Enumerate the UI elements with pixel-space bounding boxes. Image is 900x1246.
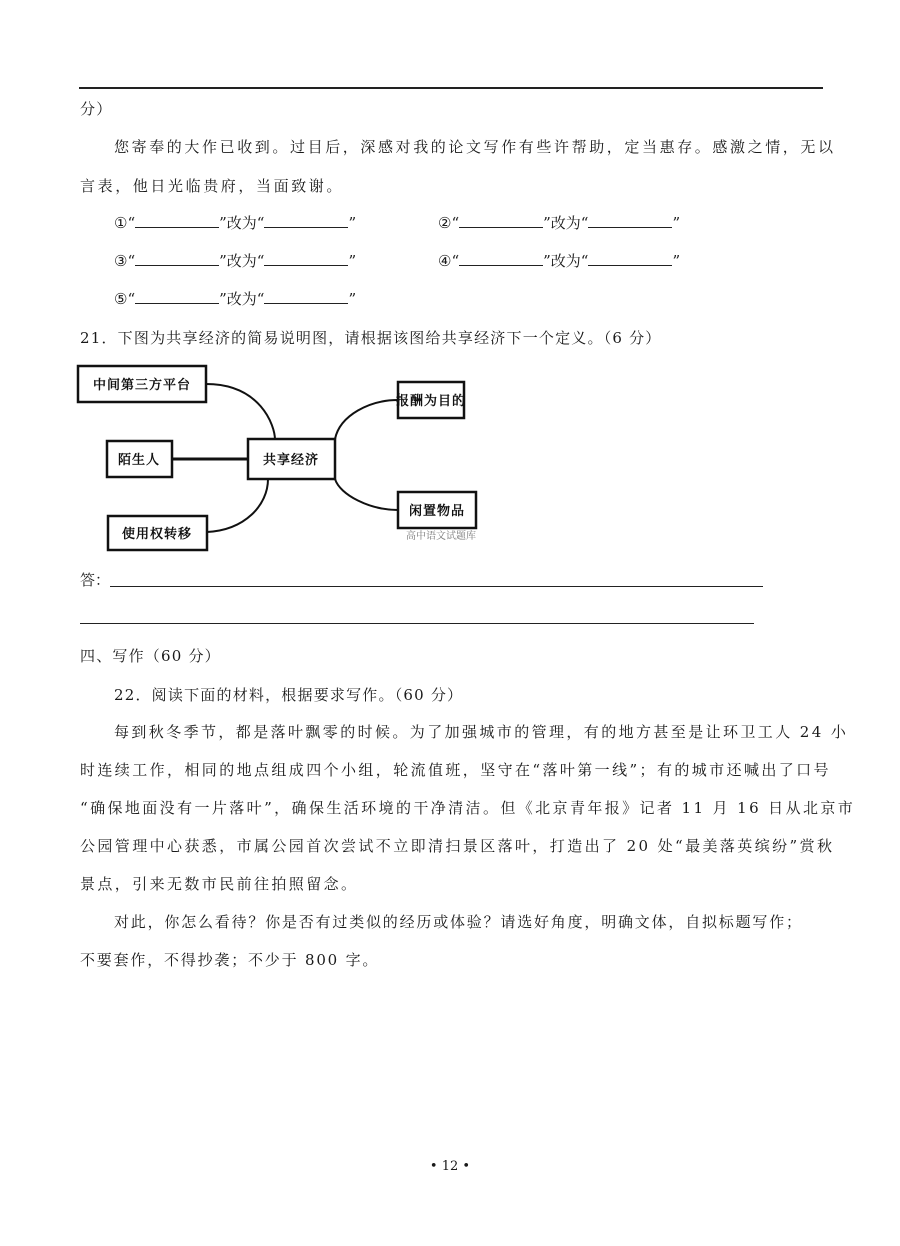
answer-line-1[interactable] bbox=[110, 586, 763, 587]
material-line-4: 公园管理中心获悉，市属公园首次尝试不立即清扫景区落叶，打造出了 20 处“最美落英缤纷”赏秋 bbox=[80, 837, 835, 855]
material-line-1: 每到秋冬季节，都是落叶飘零的时候。为了加强城市的管理，有的地方甚至是让环卫工人 24 小 bbox=[114, 723, 849, 741]
q22-prompt: 22．阅读下面的材料，根据要求写作。（60 分） bbox=[114, 686, 464, 704]
letter-line-1: 您寄奉的大作已收到。过目后，深感对我的论文写作有些许帮助，定当惠存。感激之情，无以 bbox=[114, 138, 836, 156]
top-rule bbox=[79, 87, 823, 89]
quote-close: ” bbox=[348, 214, 357, 232]
correction-item-3 bbox=[114, 250, 356, 271]
shared-economy-diagram bbox=[70, 355, 510, 565]
quote-open: “ bbox=[127, 252, 136, 270]
requirement-line-1: 对此，你怎么看待？你是否有过类似的经历或体验？请选好角度，明确文体，自拟标题写作； bbox=[114, 913, 803, 931]
blank-correction-3[interactable] bbox=[264, 251, 348, 266]
item-number: ① bbox=[114, 214, 128, 232]
quote-close: ” bbox=[672, 214, 681, 232]
blank-correction-4[interactable] bbox=[588, 251, 672, 266]
blank-correction-2[interactable] bbox=[588, 213, 672, 228]
correction-item-4 bbox=[438, 250, 680, 271]
node-center: 共享经济 bbox=[262, 453, 320, 468]
connector-reward bbox=[335, 400, 398, 439]
node-platform: 中间第三方平台 bbox=[92, 378, 192, 393]
quote-close: ” bbox=[672, 252, 681, 270]
quote-open: “ bbox=[451, 252, 460, 270]
change-to-text: ”改为“ bbox=[219, 290, 265, 308]
correction-item-5 bbox=[114, 288, 356, 309]
node-usage-rights: 使用权转移 bbox=[121, 527, 193, 542]
node-idle-goods: 闲置物品 bbox=[408, 504, 466, 519]
material-line-2: 时连续工作，相同的地点组成四个小组，轮流值班，坚守在“落叶第一线”；有的城市还喊出了口号 bbox=[80, 761, 831, 779]
change-to-text: ”改为“ bbox=[219, 214, 265, 232]
material-line-5: 景点，引来无数市民前往拍照留念。 bbox=[80, 875, 359, 893]
blank-original-5[interactable] bbox=[135, 289, 219, 304]
quote-close: ” bbox=[348, 290, 357, 308]
connector-platform bbox=[206, 384, 275, 440]
item-number: ⑤ bbox=[114, 290, 128, 308]
q20-score-tail: 分） bbox=[80, 100, 113, 118]
blank-original-1[interactable] bbox=[135, 213, 219, 228]
quote-open: “ bbox=[451, 214, 460, 232]
quote-open: “ bbox=[127, 214, 136, 232]
answer-line-2[interactable] bbox=[80, 623, 754, 624]
quote-open: “ bbox=[127, 290, 136, 308]
connector-usage-rights bbox=[207, 479, 268, 532]
blank-original-2[interactable] bbox=[459, 213, 543, 228]
letter-line-2: 言表，他日光临贵府，当面致谢。 bbox=[80, 177, 345, 195]
q21-prompt: 21．下图为共享经济的简易说明图，请根据该图给共享经济下一个定义。（6 分） bbox=[80, 329, 662, 347]
material-line-3: “确保地面没有一片落叶”，确保生活环境的干净清洁。但《北京青年报》记者 11 月 16 日从北京市 bbox=[80, 799, 856, 817]
requirement-line-2: 不要套作，不得抄袭；不少于 800 字。 bbox=[80, 951, 380, 969]
change-to-text: ”改为“ bbox=[543, 252, 589, 270]
item-number: ② bbox=[438, 214, 452, 232]
node-strangers: 陌生人 bbox=[117, 453, 161, 468]
correction-item-2 bbox=[438, 212, 680, 233]
section-heading: 四、写作（60 分） bbox=[80, 647, 221, 665]
answer-label: 答： bbox=[80, 571, 111, 589]
change-to-text: ”改为“ bbox=[543, 214, 589, 232]
blank-original-3[interactable] bbox=[135, 251, 219, 266]
page-number: • 12 • bbox=[429, 1159, 471, 1174]
quote-close: ” bbox=[348, 252, 357, 270]
connector-idle-goods bbox=[335, 479, 398, 510]
watermark-text: 高中语文试题库 bbox=[406, 531, 476, 542]
blank-correction-1[interactable] bbox=[264, 213, 348, 228]
item-number: ③ bbox=[114, 252, 128, 270]
correction-item-1 bbox=[114, 212, 356, 233]
node-reward: 报酬为目的 bbox=[395, 394, 467, 409]
blank-correction-5[interactable] bbox=[264, 289, 348, 304]
blank-original-4[interactable] bbox=[459, 251, 543, 266]
change-to-text: ”改为“ bbox=[219, 252, 265, 270]
item-number: ④ bbox=[438, 252, 452, 270]
